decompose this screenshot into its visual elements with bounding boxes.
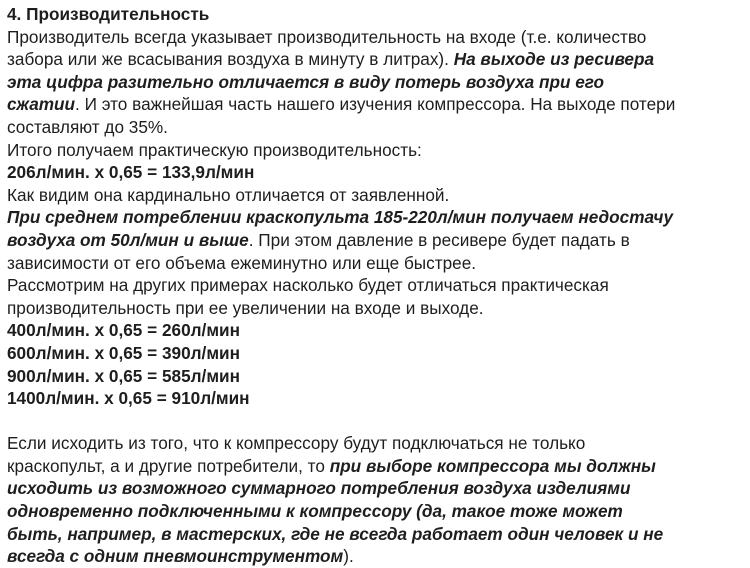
comparison-text: Как видим она кардинально отличается от заявленной. — [7, 184, 450, 205]
paragraph-1-line-1: Производитель всегда указывает производительность на входе (т.е. количество — [7, 26, 647, 47]
paragraph-4-line-2 — [7, 455, 747, 478]
text-emphasis: при выборе компрессора мы должны — [329, 455, 656, 476]
paragraph-4-line-5: быть, например, в мастерских, где не всегда работает один человек и не — [7, 523, 664, 544]
paragraph-3-line-2: производительность при ее увеличении на входе и выходе. — [7, 297, 484, 318]
text-normal: краскопульт, а и другие потребители, то — [7, 455, 330, 476]
paragraph-1-line-2 — [7, 48, 747, 71]
section-title: 4. Производительность — [7, 4, 210, 24]
example-formula: 900л/мин. х 0,65 = 585л/мин — [7, 365, 240, 386]
blank-line — [7, 410, 747, 433]
formula-main: 206л/мин. х 0,65 = 133,9л/мин — [7, 162, 255, 183]
paragraph-1-line-4 — [7, 93, 747, 116]
text-normal: забора или же всасывания воздуха в минуту в литрах). — [7, 49, 454, 70]
document-body — [7, 3, 747, 568]
example-formula: 600л/мин. х 0,65 = 390л/мин — [7, 342, 240, 363]
paragraph-4-line-4: одновременно подключенными к компрессору (да, такое тоже может — [7, 501, 623, 522]
paragraph-3-line-1: Рассмотрим на других примерах насколько будет отличаться практическая — [7, 275, 609, 296]
text-normal: . И это важнейшая часть нашего изучения компрессора. На выходе потери — [75, 94, 676, 115]
paragraph-4-line-6 — [7, 545, 747, 568]
example-formula: 400л/мин. х 0,65 = 260л/мин — [7, 320, 240, 341]
practical-intro: Итого получаем практическую производительность: — [7, 139, 422, 160]
paragraph-1-line-5: составляют до 35%. — [7, 116, 168, 137]
text-normal: . При этом давление в ресивере будет падать в — [248, 229, 630, 250]
text-normal: ). — [343, 546, 354, 567]
paragraph-2-line-3: зависимости от его объема ежеминутно или еще быстрее. — [7, 252, 477, 273]
paragraph-2-line-2 — [7, 229, 747, 252]
paragraph-4-line-3: исходить из возможного суммарного потребления воздуха изделиями — [7, 478, 631, 499]
text-emphasis: всегда с одним пневмоинструментом — [7, 546, 344, 567]
text-emphasis: воздуха от 50л/мин и выше — [7, 229, 249, 250]
paragraph-1-line-3: эта цифра разительно отличается в виду потерь воздуха при его — [7, 71, 605, 92]
paragraph-2-line-1: При среднем потреблении краскопульта 185-220л/мин получаем недостачу — [7, 207, 673, 228]
text-emphasis: На выходе из ресивера — [453, 49, 655, 70]
text-emphasis: сжатии — [7, 94, 76, 115]
example-formula: 1400л/мин. х 0,65 = 910л/мин — [7, 388, 250, 409]
paragraph-4-line-1: Если исходить из того, что к компрессору будут подключаться не только — [7, 433, 586, 454]
